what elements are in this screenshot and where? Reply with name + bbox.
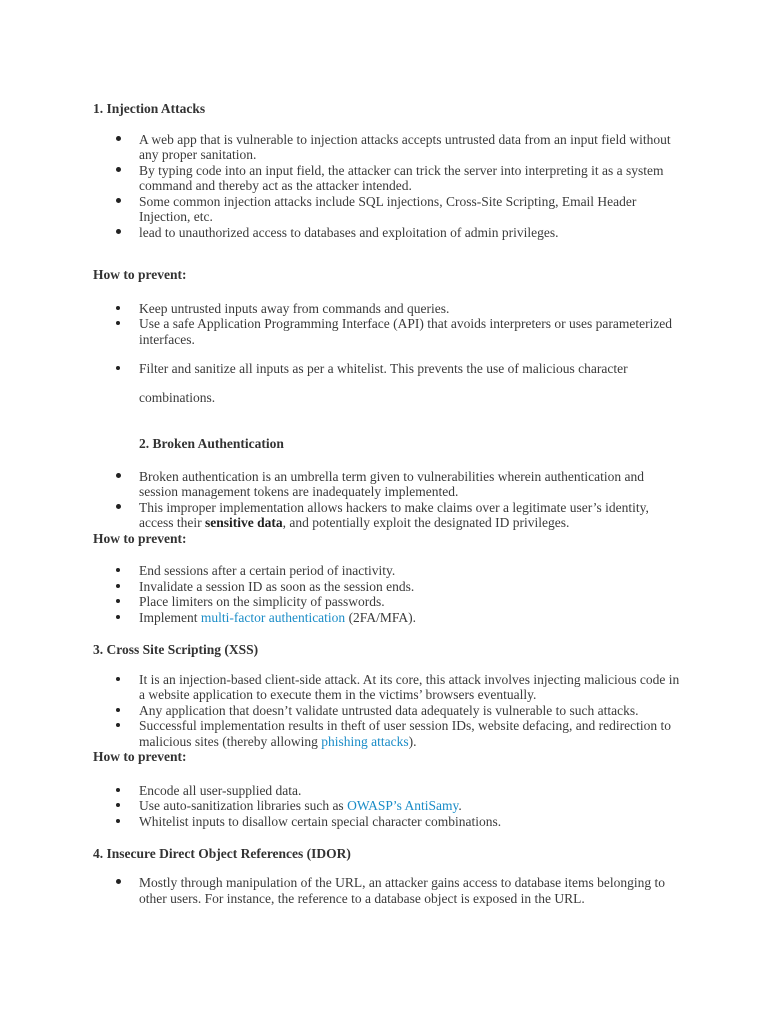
idor-bullet-list — [93, 875, 683, 907]
text-run: (2FA/MFA). — [345, 609, 416, 625]
list-item: Whitelist inputs to disallow certain special character combinations. — [93, 814, 683, 830]
xss-prevent-list — [93, 783, 683, 830]
phishing-attacks-link[interactable]: phishing attacks — [321, 733, 409, 749]
list-item: Invalidate a session ID as soon as the session ends. — [93, 579, 683, 595]
list-item — [93, 718, 683, 749]
owasp-antisamy-link[interactable]: OWASP’s AntiSamy — [347, 798, 459, 813]
list-item: Keep untrusted inputs away from commands and queries. — [93, 301, 683, 317]
heading-broken-authentication: 2. Broken Authentication — [139, 436, 284, 451]
injection-bullet-list — [93, 132, 683, 241]
list-item: Place limiters on the simplicity of passwords. — [93, 594, 683, 610]
list-item: Filter and sanitize all inputs as per a whitelist. This prevents the use of malicious character — [93, 361, 683, 377]
list-item — [93, 500, 683, 531]
list-item: Any application that doesn’t validate untrusted data adequately is vulnerable to such attacks. — [93, 703, 683, 719]
list-item: It is an injection-based client-side attack. At its core, this attack involves injecting malicious code in a website application to execute them in the victims’ browsers eventually. — [93, 672, 683, 703]
text-run: ). — [408, 733, 417, 749]
list-item: Some common injection attacks include SQL injections, Cross-Site Scripting, Email Header Injection, etc. — [93, 194, 683, 225]
list-item — [93, 610, 683, 626]
text-run: This improper implementation allows hackers to make claims over a legitimate user’s identity, access their — [139, 499, 649, 530]
heading-how-to-prevent: How to prevent: — [93, 267, 187, 282]
heading-cross-site-scripting: 3. Cross Site Scripting (XSS) — [93, 642, 259, 657]
list-item — [93, 798, 683, 814]
list-item: A web app that is vulnerable to injection attacks accepts untrusted data from an input field without any proper sanitation. — [93, 132, 683, 163]
paragraph-continuation: combinations. — [139, 389, 216, 405]
list-item: lead to unauthorized access to databases and exploitation of admin privileges. — [93, 225, 683, 241]
list-item: Mostly through manipulation of the URL, an attacker gains access to database items belonging to other users. For instance, the reference to a database object is exposed in the URL. — [93, 875, 683, 907]
injection-prevent-list — [93, 301, 683, 377]
xss-bullet-list — [93, 672, 683, 750]
document-page — [93, 101, 683, 907]
bold-text: sensitive data — [204, 515, 283, 530]
mfa-link[interactable]: multi-factor authentication — [200, 609, 346, 625]
heading-injection-attacks: 1. Injection Attacks — [93, 101, 206, 116]
text-run: Successful implementation results in theft of user session IDs, website defacing, and redirection to malicious sites (thereby allowing — [139, 718, 671, 749]
text-run: Implement — [139, 609, 201, 625]
auth-bullet-list — [93, 469, 683, 531]
list-item: Encode all user-supplied data. — [93, 783, 683, 799]
heading-how-to-prevent: How to prevent: — [93, 530, 187, 546]
text-run: . — [458, 798, 462, 813]
list-item: Use a safe Application Programming Interface (API) that avoids interpreters or uses parameterized interfaces. — [93, 316, 683, 347]
text-run: , and potentially exploit the designated ID privileges. — [282, 515, 570, 530]
list-item: Broken authentication is an umbrella term given to vulnerabilities wherein authentication and session management tokens are inadequately implemented. — [93, 469, 683, 500]
text-run: Use auto-sanitization libraries such as — [139, 798, 348, 813]
list-item: By typing code into an input field, the attacker can trick the server into interpreting it as a system command and thereby act as the attacker intended. — [93, 163, 683, 194]
list-item: End sessions after a certain period of inactivity. — [93, 563, 683, 579]
auth-prevent-list — [93, 563, 683, 625]
heading-idor: 4. Insecure Direct Object References (IDOR) — [93, 846, 351, 861]
heading-how-to-prevent: How to prevent: — [93, 749, 187, 764]
